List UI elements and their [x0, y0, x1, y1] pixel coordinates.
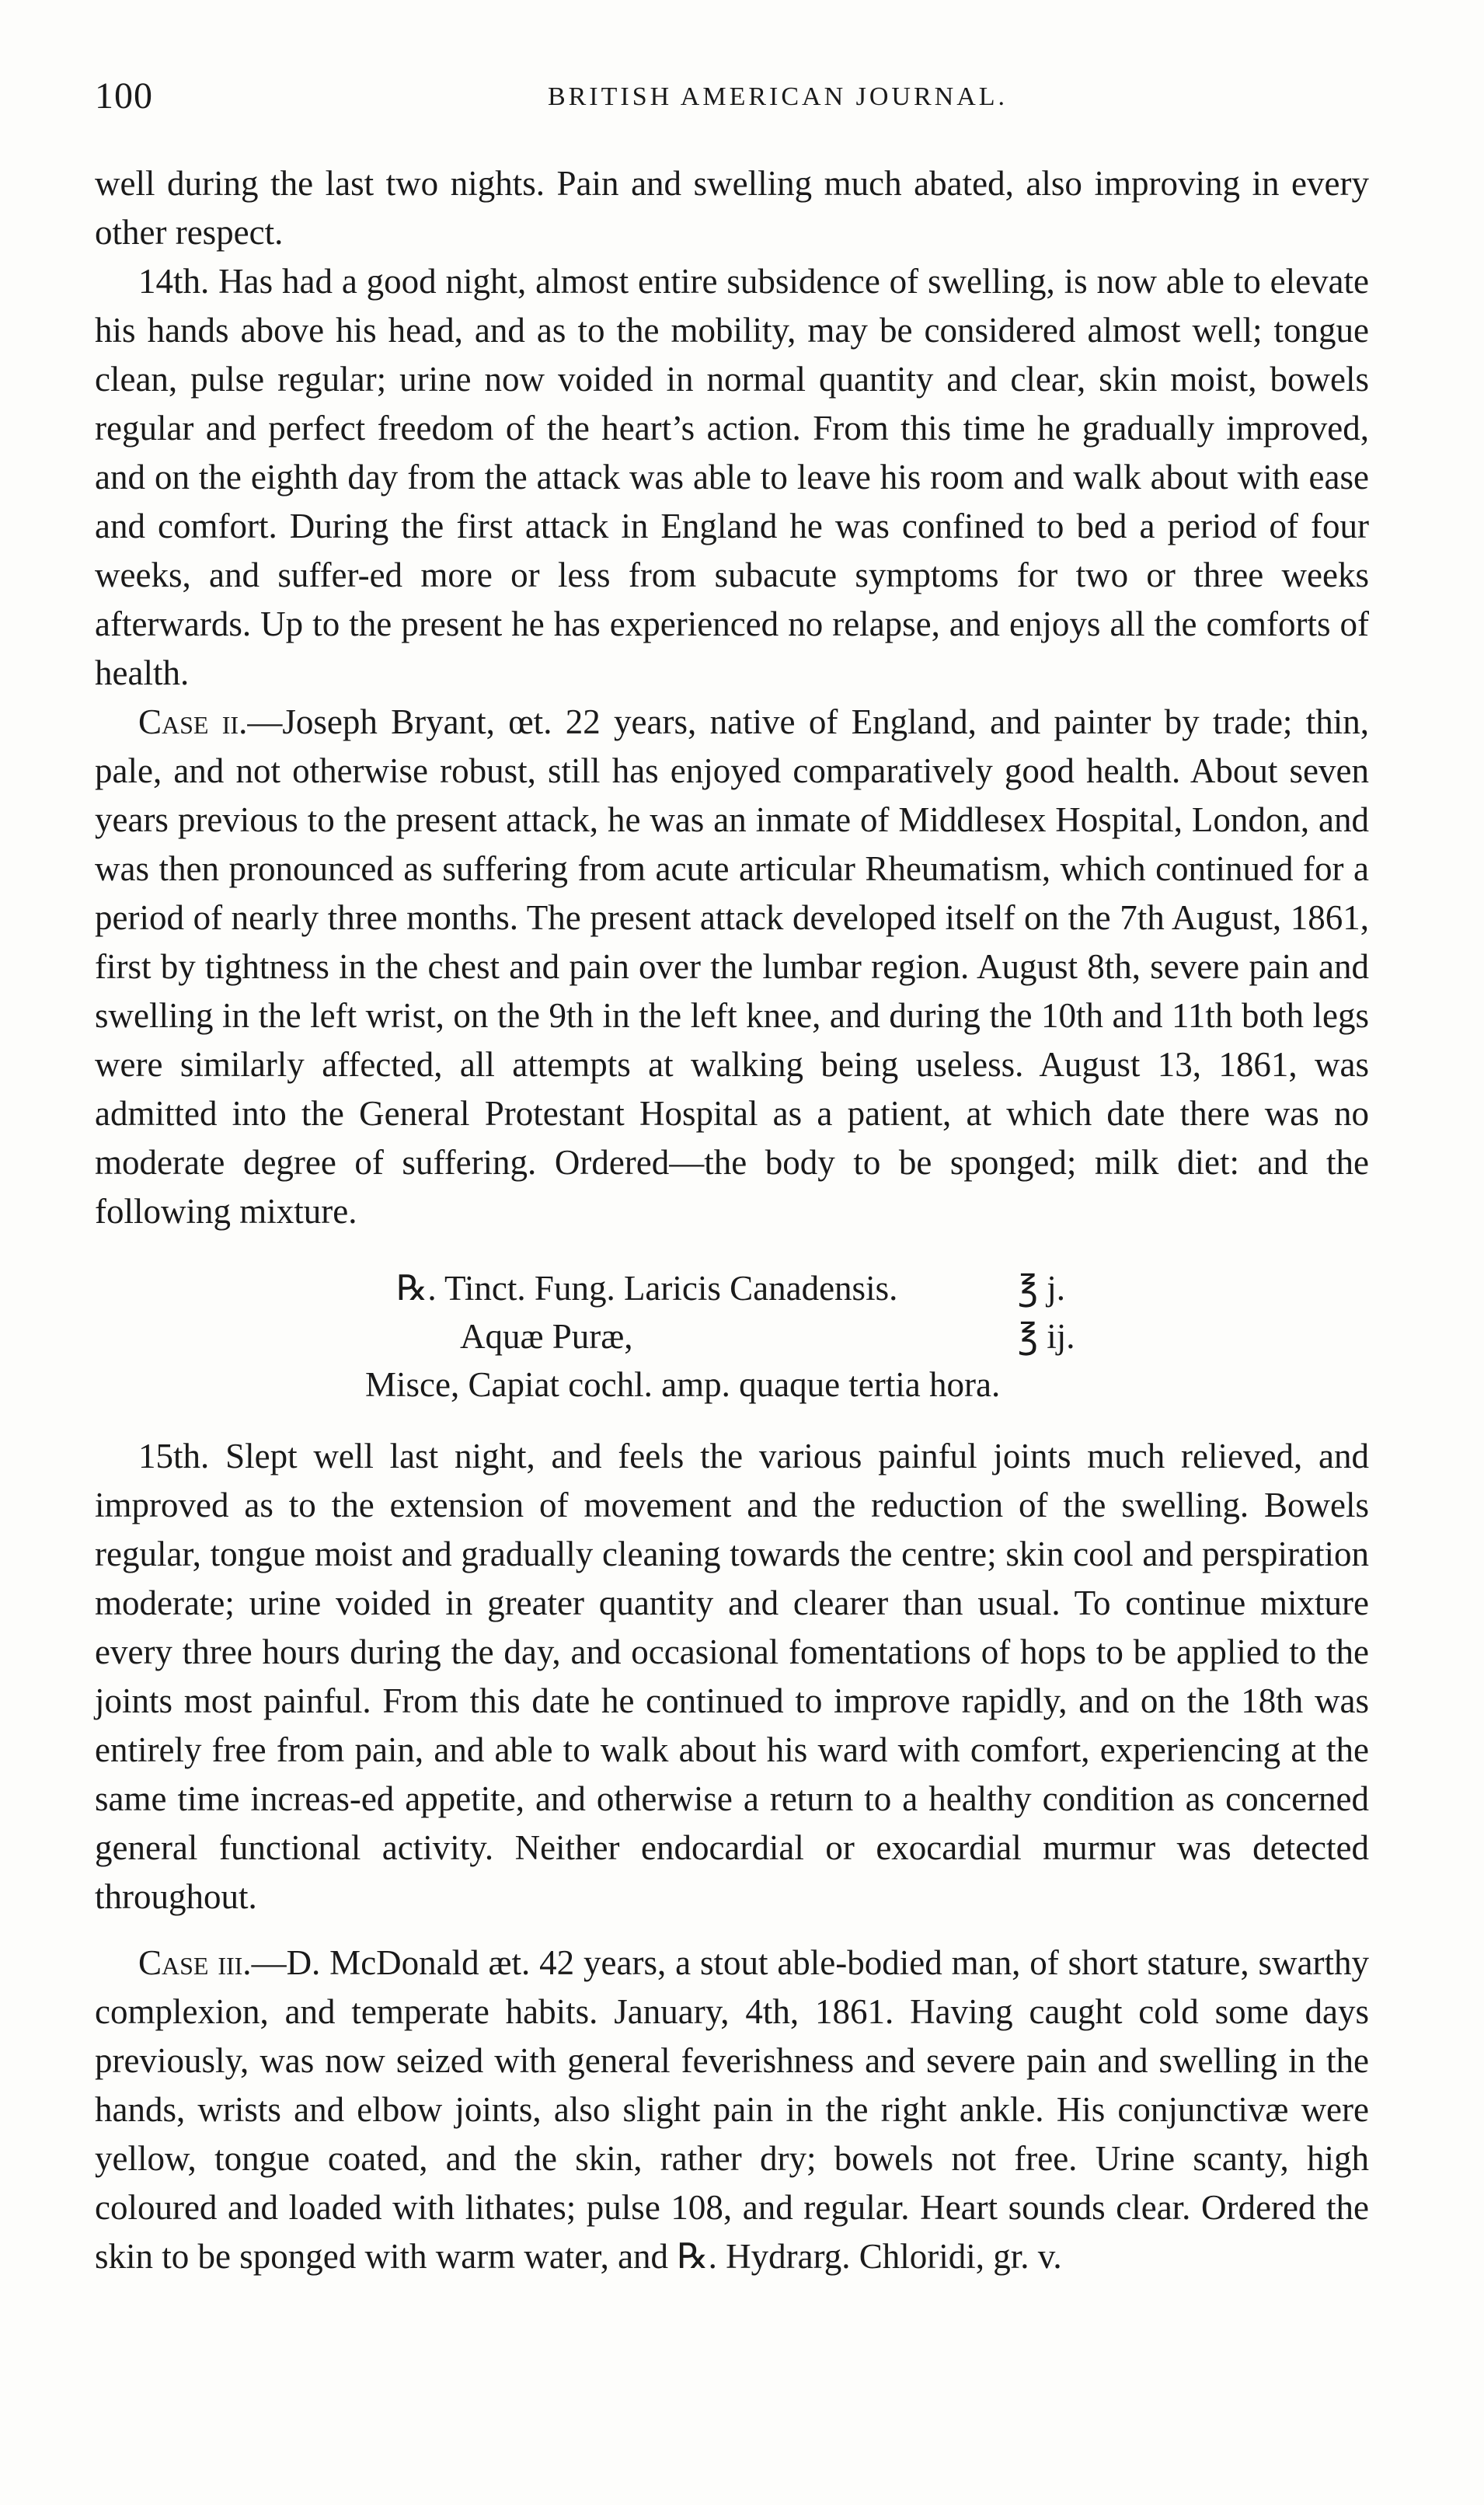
prescription-line — [365, 1361, 1080, 1409]
prescription-line — [396, 1264, 1080, 1312]
case-2-text: —Joseph Bryant, œt. 22 years, native of England, and painter by trade; thin, pale, and not otherwise robust, still has enjoyed comparatively good health. About seven years previous to the present attack, he was an inmate of Middlesex Hospital, London, and was then pronounced as suffering from acute articular Rheumatism, which continued for a period of nearly three months. The present attack developed itself on the 7th August, 1861, first by tightness in the chest and pain over the lumbar region. August 8th, severe pain and swelling in the left wrist, on the 9th in the left knee, and during the 10th and 11th both legs were similarly affected, all attempts at walking being useless. August 13, 1861, was admitted into the General Protestant Hospital as a patient, at which date there was no moderate degree of suffering. Ordered—the body to be sponged; milk diet: and the following mixture. — [95, 702, 1369, 1231]
paragraph-14th: 14th. Has had a good night, almost entire subsidence of swelling, is now able to elevate his hands above his head, and as to the mobility, may be considered almost well; tongue clean, pulse regular; urine now voided in normal quantity and clear, skin moist, bowels regular and perfect freedom of the heart’s action. From this time he gradually improved, and on the eighth day from the attack was able to leave his room and walk about with ease and comfort. During the first attack in England he was confined to bed a period of four weeks, and suffer-ed more or less from subacute symptoms for two or three weeks afterwards. Up to the present he has experienced no relapse, and enjoys all the comforts of health. — [95, 262, 1369, 692]
case-2-heading: Case ii. — [138, 702, 248, 741]
paragraph-case-3 — [95, 1939, 1369, 2281]
running-title: BRITISH AMERICAN JOURNAL. — [547, 82, 1008, 111]
paragraph-15th: 15th. Slept well last night, and feels the various painful joints much relieved, and improved as to the extension of movement and the reduction of the swelling. Bowels regular, tongue moist and gradually cleaning towards the centre; skin cool and perspiration moderate; urine voided in greater quantity and clearer than usual. To continue mixture every three hours during the day, and occasional fomentations of hops to be applied to the joints most painful. From this date he continued to improve rapidly, and on the 18th was entirely free from pain, and able to walk about his ward with comfort, experiencing at the same time increas-ed appetite, and otherwise a return to a healthy condition as concerned general functional activity. Neither endocardial or exocardial murmur was detected throughout. — [95, 1437, 1369, 1916]
prescription-line — [396, 1312, 1080, 1361]
paragraph-case-2 — [95, 698, 1369, 1236]
article-body — [95, 159, 1369, 2281]
prescription-ingredient: Aquæ Puræ, — [460, 1317, 633, 1356]
prescription-block — [95, 1264, 1369, 1409]
page-number: 100 — [95, 75, 153, 117]
prescription-dose: ℥ ij. — [1018, 1317, 1075, 1356]
case-3-text: —D. McDonald æt. 42 years, a stout able-bodied man, of short stature, swarthy complexion, and temperate habits. January, 4th, 1861. Having caught cold some days previously, was now seized with general feverishness and severe pain and swelling in the hands, wrists and elbow joints, also slight pain in the right ankle. His conjunctivæ were yellow, tongue coated, and the skin, rather dry; bowels not free. Urine scanty, high coloured and loaded with lithates; pulse 108, and regular. Heart sounds clear. Ordered the skin to be sponged with warm water, and ℞. Hydrarg. Chloridi, gr. v. — [95, 1943, 1369, 2276]
prescription-ingredient: ℞. Tinct. Fung. Laricis Canadensis. — [396, 1269, 898, 1308]
case-3-heading: Case iii. — [138, 1943, 252, 1982]
page-header — [95, 75, 1367, 129]
prescription-dose: ℥ j. — [1018, 1269, 1065, 1308]
prescription-directions: Misce, Capiat cochl. amp. quaque tertia hora. — [365, 1365, 1001, 1404]
paragraph-continued: well during the last two nights. Pain and swelling much abated, also improving in every other respect. — [95, 164, 1369, 252]
